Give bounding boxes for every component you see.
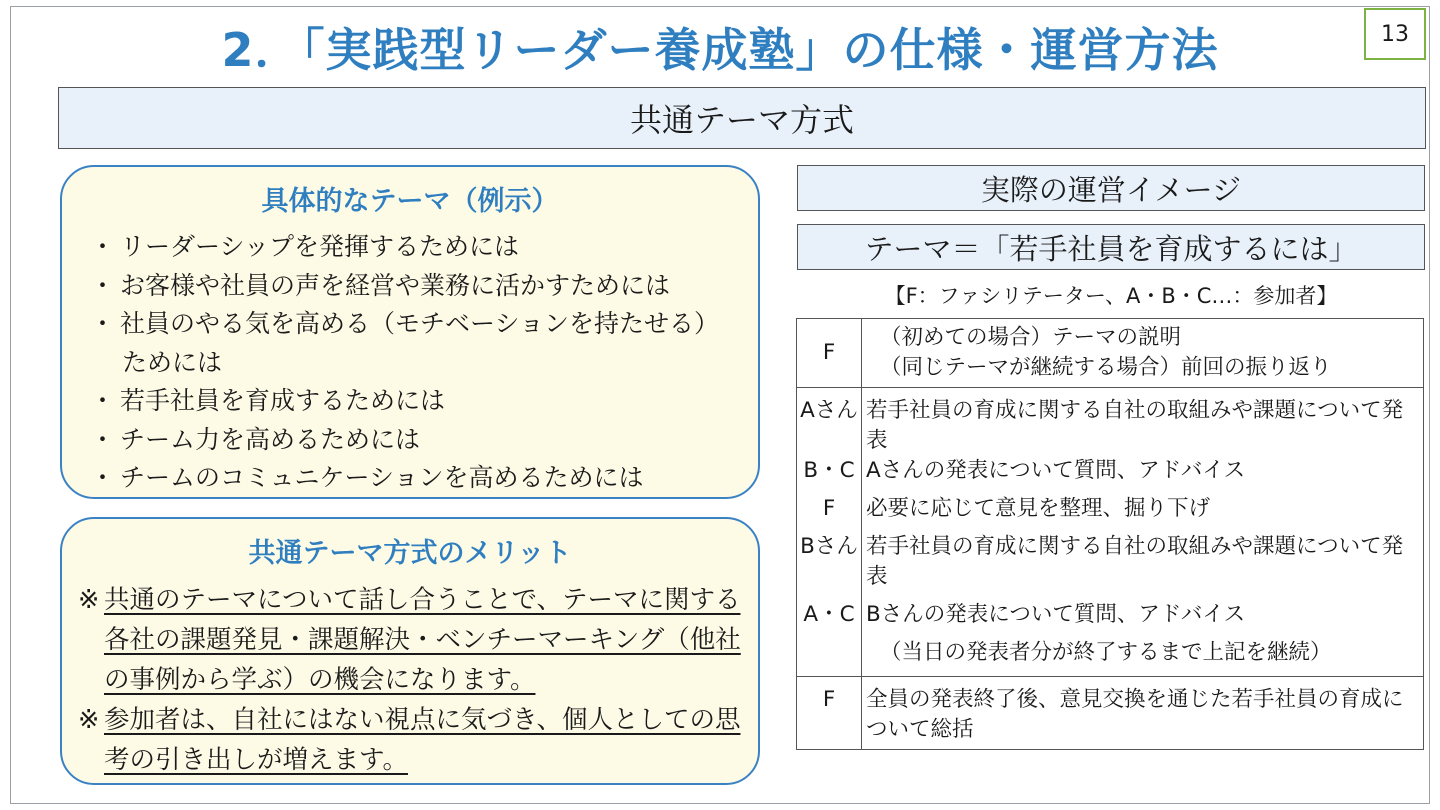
flow-row [797, 677, 1424, 750]
bullet: ・ [90, 232, 116, 261]
theme-label: テーマ＝「若手社員を育成するには」 [797, 224, 1425, 270]
bullet: ・ [90, 309, 116, 338]
flow-row [797, 456, 1424, 486]
merit-item [78, 700, 744, 780]
merit-item [78, 580, 744, 700]
flow-step: （当日の発表者分が終了するまで上記を継続） [862, 630, 1424, 677]
page-number: 13 [1364, 8, 1426, 60]
theme-item-continuation [90, 344, 758, 383]
note-mark: ※ [78, 705, 100, 735]
merits-heading: 共通テーマ方式のメリット [248, 538, 572, 569]
theme-item [90, 459, 758, 498]
flow-step: 必要に応じて意見を整理、掘り下げ [862, 486, 1424, 524]
bullet: ・ [90, 463, 116, 492]
themes-panel [60, 165, 760, 499]
flow-row [797, 524, 1424, 592]
theme-item [90, 228, 758, 267]
bullet: ・ [90, 424, 116, 454]
operation-flow-table [796, 318, 1424, 750]
flow-role: F [797, 677, 862, 750]
merits-panel [60, 517, 760, 785]
theme-item [90, 421, 758, 460]
flow-row [797, 388, 1424, 457]
flow-row [797, 319, 1424, 388]
flow-step: Aさんの発表について質問、アドバイス [862, 456, 1424, 486]
theme-item [90, 305, 758, 344]
flow-step: 若手社員の育成に関する自社の取組みや課題について発表 [862, 524, 1424, 592]
merits-list [78, 580, 744, 780]
flow-role: Bさん [797, 524, 862, 592]
theme-item [90, 267, 758, 306]
theme-text: チームのコミュニケーションを高めるためには [120, 463, 644, 492]
bullet: ・ [90, 386, 116, 415]
themes-list [62, 228, 758, 498]
flow-role: F [797, 486, 862, 524]
slide-title: 2．「実践型リーダー養成塾」の仕様・運営方法 [221, 23, 1219, 77]
flow-role [797, 630, 862, 677]
flow-role: F [797, 319, 862, 388]
flow-role: A・C [797, 592, 862, 630]
theme-text: チーム力を高めるためには [120, 424, 421, 454]
themes-heading: 具体的なテーマ（例示） [261, 186, 559, 217]
bullet: ・ [90, 270, 116, 300]
flow-step: （初めての場合）テーマの説明 （同じテーマが継続する場合）前回の振り返り [862, 319, 1424, 388]
theme-text: お客様や社員の声を経営や業務に活かすためには [120, 270, 671, 300]
theme-text: 社員のやる気を高める（モチベーションを持たせる） [120, 309, 720, 338]
theme-text: リーダーシップを発揮するためには [120, 232, 520, 261]
flow-row [797, 630, 1424, 677]
theme-text: ためには [122, 347, 223, 377]
flow-role: B・C [797, 456, 862, 486]
flow-step: 若手社員の育成に関する自社の取組みや課題について発表 [862, 388, 1424, 457]
flow-step: 全員の発表終了後、意見交換を通じた若手社員の育成について総括 [862, 677, 1424, 750]
role-legend: 【F：ファシリテーター、A・B・C…：参加者】 [884, 284, 1338, 308]
flow-step: Bさんの発表について質問、アドバイス [862, 592, 1424, 630]
method-banner: 共通テーマ方式 [58, 87, 1426, 149]
flow-row [797, 486, 1424, 524]
merit-text: 参加者は、自社にはない視点に気づき、個人としての思考の引き出しが増えます。 [104, 705, 741, 775]
merit-text: 共通のテーマについて話し合うことで、テーマに関する各社の課題発見・課題解決・ベンチーマーキング（他社の事例から学ぶ）の機会になります。 [104, 585, 741, 695]
operation-heading: 実際の運営イメージ [797, 165, 1425, 211]
note-mark: ※ [78, 585, 100, 615]
flow-role: Aさん [797, 388, 862, 457]
theme-text: 若手社員を育成するためには [120, 386, 446, 415]
flow-row [797, 592, 1424, 630]
theme-item [90, 382, 758, 421]
